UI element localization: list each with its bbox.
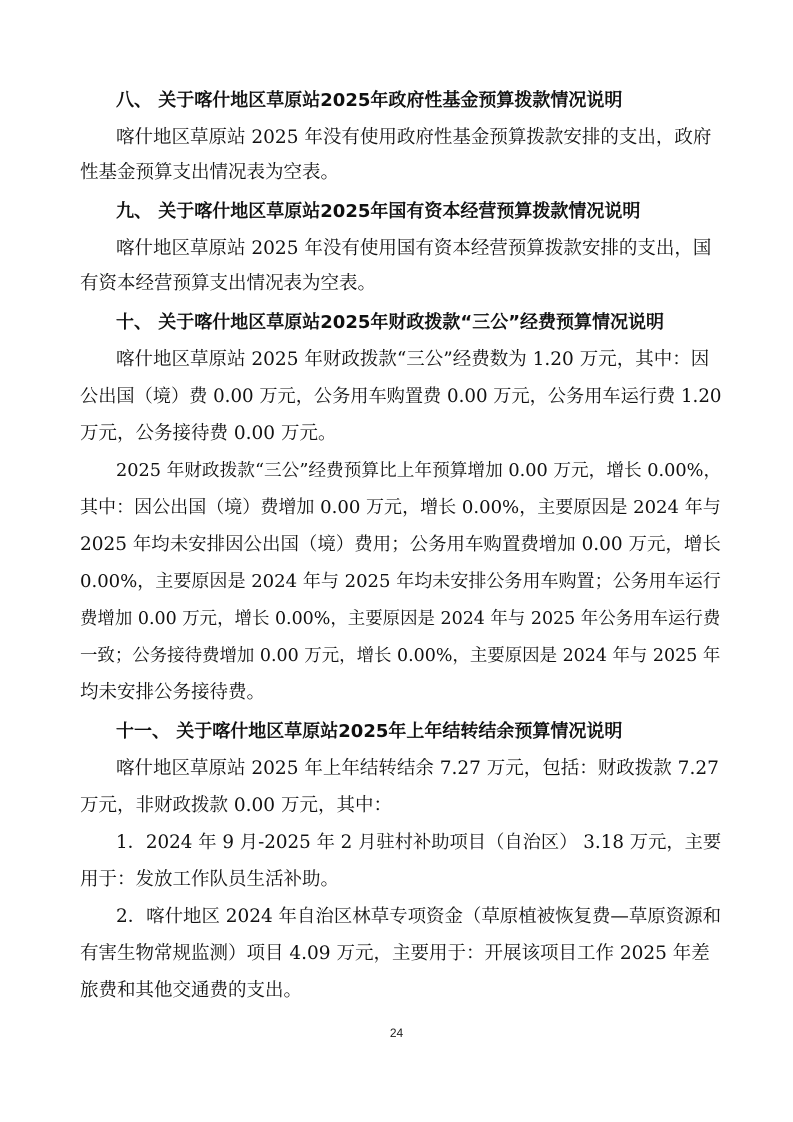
list-item-line: 用于：发放工作队员生活补助。 [80, 869, 340, 890]
paragraph-line: 均未安排公务接待费。 [80, 682, 266, 703]
paragraph-line: 万元，非财政拨款 0.00 万元，其中： [80, 795, 392, 816]
paragraph-line: 0.00%，主要原因是 2024 年与 2025 年均未安排公务用车购置；公务用车运行 [80, 571, 721, 592]
paragraph-line: 万元，公务接待费 0.00 万元。 [80, 423, 337, 444]
paragraph-line: 喀什地区草原站 2025 年没有使用国有资本经营预算拨款安排的支出，国 [116, 238, 712, 259]
paragraph-line: 性基金预算支出情况表为空表。 [80, 162, 340, 183]
list-item-line: 旅费和其他交通费的支出。 [80, 980, 303, 1001]
paragraph-line: 一致；公务接待费增加 0.00 万元，增长 0.00%，主要原因是 2024 年与 2025 年 [80, 646, 721, 666]
list-item-line: 2．喀什地区 2024 年自治区林草专项资金（草原植被恢复费—草原资源和 [116, 906, 722, 927]
paragraph-line: 喀什地区草原站 2025 年财政拨款“三公”经费数为 1.20 万元，其中：因 [116, 349, 710, 370]
paragraph-line: 有资本经营预算支出情况表为空表。 [80, 273, 377, 294]
paragraph-line: 喀什地区草原站 2025 年上年结转结余 7.27 万元，包括：财政拨款 7.27 [116, 758, 719, 779]
paragraph-line: 公出国（境）费 0.00 万元，公务用车购置费 0.00 万元，公务用车运行费 1.20 [80, 386, 722, 407]
list-item-line: 1．2024 年 9 月-2025 年 2 月驻村补助项目（自治区） 3.18 万元，主要 [116, 832, 722, 853]
paragraph-line: 喀什地区草原站 2025 年没有使用政府性基金预算拨款安排的支出，政府 [116, 127, 712, 148]
section-heading: 十、 关于喀什地区草原站2025年财政拨款“三公”经费预算情况说明 [116, 312, 665, 333]
paragraph-line: 2025 年财政拨款“三公”经费预算比上年预算增加 0.00 万元，增长 0.00%， [116, 461, 722, 481]
section-heading: 八、 关于喀什地区草原站2025年政府性基金预算拨款情况说明 [116, 90, 623, 111]
paragraph-line: 2025 年均未安排因公出国（境）费用；公务用车购置费增加 0.00 万元，增长 [80, 534, 721, 555]
section-heading: 十一、 关于喀什地区草原站2025年上年结转结余预算情况说明 [116, 721, 623, 742]
page-number: 24 [389, 1026, 404, 1040]
section-heading: 九、 关于喀什地区草原站2025年国有资本经营预算拨款情况说明 [116, 201, 641, 222]
paragraph-line: 其中：因公出国（境）费增加 0.00 万元，增长 0.00%，主要原因是 2024 年与 [80, 497, 721, 518]
paragraph-line: 费增加 0.00 万元，增长 0.00%，主要原因是 2024 年与 2025 年公务用车运行费 [80, 609, 721, 629]
list-item-line: 有害生物常规监测）项目 4.09 万元，主要用于：开展该项目工作 2025 年差 [80, 943, 710, 964]
